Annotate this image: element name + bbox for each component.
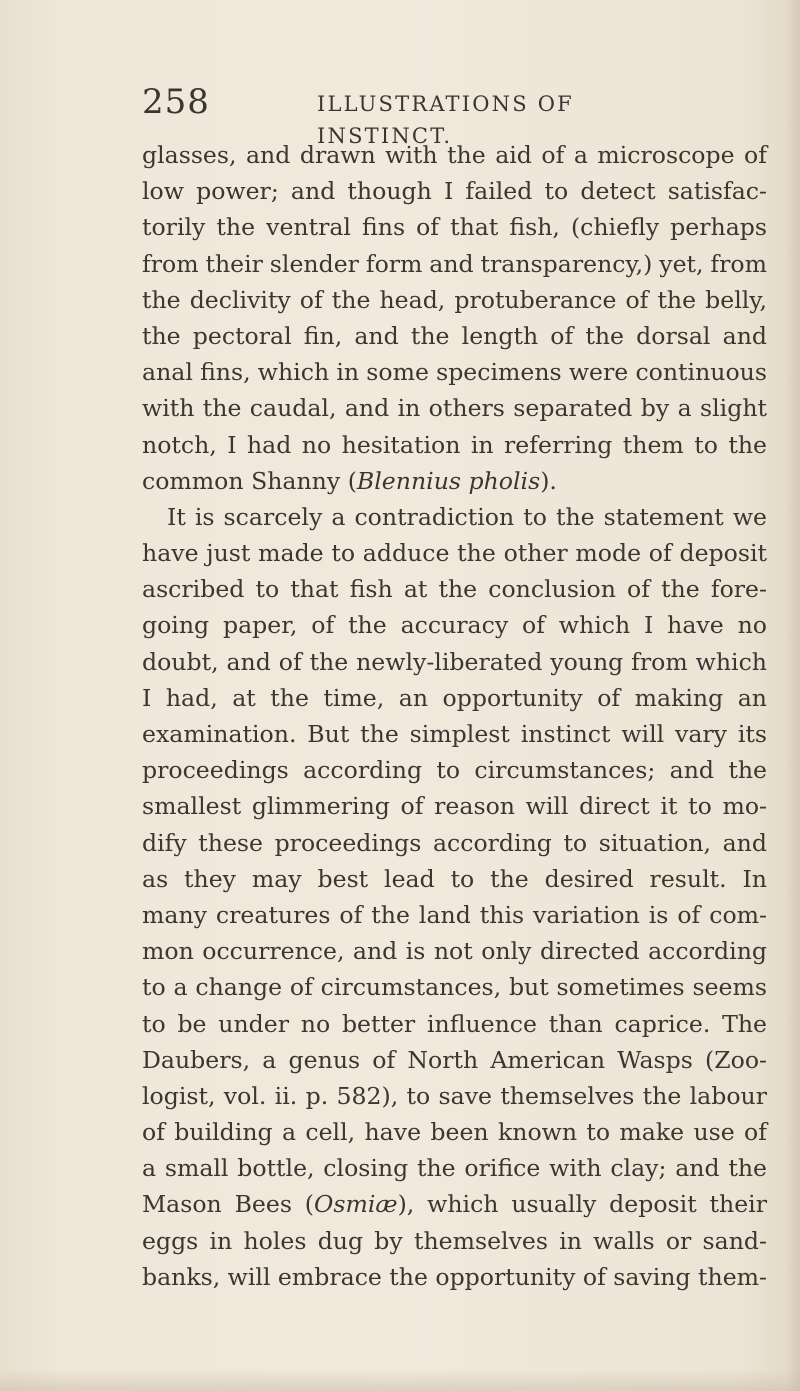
text-line: eggs in holes dug by themselves in walls or sand- — [142, 1226, 767, 1255]
text-line: a small bottle, closing the orifice with clay; and the — [142, 1154, 767, 1183]
running-title: ILLUSTRATIONS OF INSTINCT. — [317, 92, 574, 148]
text-line: as they may best lead to the desired result. In — [142, 864, 767, 893]
text-line: the pectoral fin, and the length of the dorsal and — [142, 321, 767, 350]
text-line: banks, will embrace the opportunity of saving them- — [142, 1262, 767, 1291]
text-line: examination. But the simplest instinct will vary its — [142, 720, 767, 748]
text-line: have just made to adduce the other mode of deposit — [142, 539, 767, 568]
text-line: mon occurrence, and is not only directed according — [142, 937, 767, 966]
page-header — [142, 82, 702, 148]
text-line: going paper, of the accuracy of which I have no — [142, 611, 767, 640]
page-edge-shadow-right — [786, 0, 800, 1391]
text-line: dify these proceedings according to situation, and — [142, 828, 767, 857]
text-line: Daubers, a genus of North American Wasps (Zoo- — [142, 1045, 767, 1074]
text-line: the declivity of the head, protuberance of the belly, — [142, 285, 767, 314]
text-line: I had, at the time, an opportunity of making an — [142, 683, 767, 712]
text-line: from their slender form and transparency,) yet, from — [142, 249, 767, 278]
paragraph-start-line: It is scarcely a contradiction to the statement we — [167, 502, 767, 531]
text-line: proceedings according to circumstances; and the — [142, 756, 767, 785]
body-text — [142, 137, 767, 1295]
page-number: 258 — [142, 82, 210, 122]
text-line: many creatures of the land this variation is of com- — [142, 900, 767, 929]
text-line: glasses, and drawn with the aid of a microscope of — [142, 141, 767, 169]
text-line: anal fins, which in some specimens were continuous — [142, 358, 767, 387]
text-line: Mason Bees (Osmiæ), which usually deposit their — [142, 1190, 768, 1219]
text-line: of building a cell, have been known to make use of — [142, 1118, 767, 1147]
genus-name-italic: Osmiæ — [314, 1190, 398, 1219]
text-line: low power; and though I failed to detect satisfac- — [142, 177, 767, 206]
page-edge-shadow-bottom — [0, 1369, 800, 1391]
text-line: logist, vol. ii. p. 582), to save themselves the labour — [142, 1081, 767, 1110]
text-line: to be under no better influence than caprice. The — [142, 1009, 767, 1038]
text-line: notch, I had no hesitation in referring them to the — [142, 430, 767, 459]
text-line: to a change of circumstances, but sometimes seems — [142, 973, 767, 1002]
text-line: common Shanny (Blennius pholis). — [142, 466, 557, 495]
text-line: doubt, and of the newly-liberated young from which — [142, 647, 767, 676]
species-name-italic: Blennius pholis — [356, 466, 541, 495]
text-line: torily the ventral fins of that fish, (chiefly perhaps — [142, 213, 767, 242]
text-line: ascribed to that fish at the conclusion of the fore- — [142, 575, 767, 604]
text-line: smallest glimmering of reason will direct it to mo- — [142, 792, 767, 821]
text-line: with the caudal, and in others separated by a slight — [142, 394, 767, 423]
